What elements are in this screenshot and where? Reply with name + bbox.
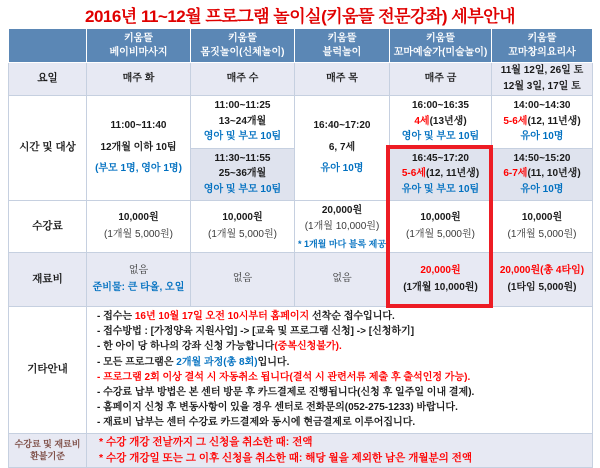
quota-text: 유아 10명	[320, 163, 364, 175]
text-segment-red: (중복신청불가).	[274, 341, 342, 353]
age-text	[390, 115, 491, 130]
brand-label: 키움뜰	[527, 33, 557, 44]
row-label-day: 요일	[9, 63, 87, 96]
age-highlight: 4세	[414, 115, 430, 127]
material-sub: (1개월 10,000원)	[403, 281, 478, 293]
age-rest: (12, 11년생)	[527, 115, 581, 127]
quota-text: 영아 및 부모 10팀	[203, 131, 282, 143]
age-text: 6, 7세	[328, 141, 356, 153]
col-header-little-artist	[390, 29, 492, 63]
time-cook-2	[492, 149, 593, 201]
refund-line-2: * 수강 개강일 또는 그 이후 신청을 취소한 때: 해당 월을 제외한 남은 개월분의 전액	[99, 452, 472, 465]
time-babymassage	[87, 96, 191, 201]
refund-policy	[87, 433, 593, 467]
age-highlight: 5-6세	[503, 115, 528, 127]
age-text	[390, 167, 491, 182]
row-label-etc: 기타안내	[9, 307, 87, 434]
text-segment-blue: 2개월 과정(총 8회)	[176, 356, 258, 368]
text-segment: - 모든 프로그램은	[97, 356, 177, 368]
day-row	[9, 63, 593, 96]
quota-text: 유아 및 부모 10팀	[401, 183, 480, 195]
brand-label: 키움뜰	[228, 33, 257, 44]
time-art-2	[390, 149, 492, 201]
material-gesture: 없음	[191, 253, 295, 307]
fee-babymassage	[87, 201, 191, 253]
material-babymassage	[87, 253, 191, 307]
material-art	[390, 253, 492, 307]
fee-sub: (1개월 10,000원)	[304, 221, 380, 233]
corner-cell	[9, 29, 87, 63]
text-segment-red: 16년 10월 17일 오전 10시부터 홈페이지	[134, 311, 310, 322]
day-cook	[492, 63, 593, 96]
age-rest: (12, 11년생)	[425, 168, 480, 180]
cook-saturday-dates-2: 12월 3일, 17일 토	[503, 80, 581, 92]
etc-row	[9, 307, 593, 434]
text-segment: - 한 아이 당 하나의 강좌 신청 가능합니다	[97, 341, 275, 353]
fee-sub: (1개월 5,000원)	[507, 228, 577, 240]
text-segment: - 접수는	[97, 311, 135, 322]
material-main: 20,000원(총 4타임)	[499, 265, 585, 276]
fee-cook	[492, 201, 593, 253]
time-text: 11:30~11:55	[214, 152, 271, 164]
row-label-time-target: 시간 및 대상	[9, 96, 87, 201]
age-rest: (13년생)	[429, 115, 467, 127]
etc-notes	[87, 307, 593, 434]
col-header-gesture-play	[191, 29, 295, 63]
material-main: 없음	[128, 265, 149, 276]
text-segment: - 접수방법 : [가정양육 지원사업] -> [교육 및 프로그램 신청] -> [신청하기]	[97, 326, 415, 338]
quota-text: 영아 및 부모 10팀	[401, 131, 480, 143]
brand-label: 키움뜰	[327, 33, 357, 44]
material-block: 없음	[295, 253, 390, 307]
fee-sub: (1개월 5,000원)	[103, 228, 173, 240]
day-block: 매주 목	[295, 63, 390, 96]
col-header-babymassage	[87, 29, 191, 63]
text-segment: - 재료비 납부는 센터 수강료 카드결제와 동시에 현금결제로 이루어집니다.	[97, 417, 416, 429]
time-text: 16:45~17:20	[412, 152, 469, 164]
cook-saturday-dates-1: 11월 12일, 26일 토	[500, 65, 584, 76]
day-art: 매주 금	[390, 63, 492, 96]
age-highlight: 5-6세	[401, 168, 426, 180]
time-cook-1	[492, 96, 593, 149]
etc-line-8	[97, 415, 588, 430]
age-text: 25~36개월	[218, 168, 267, 180]
fee-main: 10,000원	[420, 212, 461, 223]
etc-line-7	[97, 400, 588, 415]
text-segment: - 수강료 납부 방법은 본 센터 방문 후 카드결제로 진행됩니다(신청 후 일주일 이내 결제).	[97, 387, 475, 399]
fee-note: * 1개월 마다 블록 제공	[297, 238, 387, 249]
etc-line-5	[97, 370, 588, 385]
day-babymassage: 매주 화	[87, 63, 191, 96]
program-name: 꼬마창의요리사	[508, 46, 576, 58]
age-text: 13~24개월	[218, 115, 267, 127]
time-text: 11:00~11:40	[110, 120, 167, 132]
material-sub: (1타임 5,000원)	[507, 281, 577, 293]
quota-text: 유아 10명	[520, 131, 564, 143]
material-note: 준비물: 큰 타올, 오일	[92, 281, 185, 293]
time-text: 14:50~15:20	[513, 152, 571, 164]
day-gesture: 매주 수	[191, 63, 295, 96]
fee-sub: (1개월 5,000원)	[207, 228, 277, 240]
fee-gesture	[191, 201, 295, 253]
text-segment: 입니다.	[257, 356, 290, 368]
text-segment: - 홈페이지 신청 후 변동사항이 있을 경우 센터로 전화문의(052-275-1233) 바랍니다.	[97, 402, 458, 414]
time-gesture-1	[191, 96, 295, 149]
program-name: 블럭놀이	[322, 46, 362, 58]
etc-line-1	[97, 309, 588, 324]
fee-sub: (1개월 5,000원)	[405, 228, 475, 240]
program-name: 베이비마사지	[109, 46, 168, 58]
brand-label: 키움뜰	[426, 33, 455, 44]
fee-main: 20,000원	[321, 204, 363, 216]
fee-art	[390, 201, 492, 253]
age-text	[492, 115, 592, 130]
time-art-1	[390, 96, 492, 149]
text-segment-red: - 프로그램 2회 이상 결석 시 자동취소 됩니다(결석 시 관련서류 제출 후 출석인정 가능).	[97, 371, 471, 383]
etc-line-4	[97, 355, 588, 370]
age-text	[492, 167, 592, 182]
material-row	[9, 253, 593, 307]
header-row	[9, 29, 593, 63]
time-text: 16:40~17:20	[313, 120, 371, 132]
etc-line-3	[97, 339, 588, 354]
age-highlight: 6-7세	[503, 168, 528, 180]
time-target-row-1	[9, 96, 593, 149]
etc-line-2	[97, 324, 588, 339]
target-text: 12개월 이하 10팀	[100, 141, 177, 153]
quota-text: 유아 10명	[520, 183, 564, 195]
time-text: 14:00~14:30	[513, 100, 571, 112]
fee-block	[295, 201, 390, 253]
program-name: 꼬마예술가(미술놀이)	[393, 46, 488, 58]
page-title: 2016년 11~12월 프로그램 놀이실(키움뜰 전문강좌) 세부안내	[84, 7, 515, 26]
brand-label: 키움뜰	[124, 33, 153, 44]
fee-main: 10,000원	[521, 212, 563, 223]
row-label-refund: 수강료 및 재료비 환불기준	[9, 433, 87, 467]
quota-text: 영아 및 부모 10팀	[203, 183, 282, 195]
note-text: (부모 1명, 영아 1명)	[95, 163, 182, 175]
time-text: 16:00~16:35	[412, 100, 469, 112]
fee-main: 10,000원	[222, 212, 263, 223]
age-rest: (11, 10년생)	[527, 168, 581, 180]
time-block	[295, 96, 390, 201]
material-cook	[492, 253, 593, 307]
text-segment: 선착순 접수입니다.	[309, 311, 395, 322]
fee-row	[9, 201, 593, 253]
program-name: 몸짓놀이(신체놀이)	[200, 46, 285, 58]
time-text: 11:00~11:25	[214, 100, 271, 112]
col-header-little-chef	[492, 29, 593, 63]
fee-main: 10,000원	[118, 212, 159, 223]
time-gesture-2	[191, 149, 295, 201]
row-label-fee: 수강료	[9, 201, 87, 253]
refund-row	[9, 433, 593, 467]
refund-line-1: * 수강 개강 전날까지 그 신청을 취소한 때: 전액	[99, 436, 313, 449]
etc-line-6	[97, 385, 588, 400]
col-header-block-play	[295, 29, 390, 63]
row-label-material: 재료비	[9, 253, 87, 307]
program-schedule-table	[8, 28, 593, 468]
material-main: 20,000원	[420, 265, 461, 276]
